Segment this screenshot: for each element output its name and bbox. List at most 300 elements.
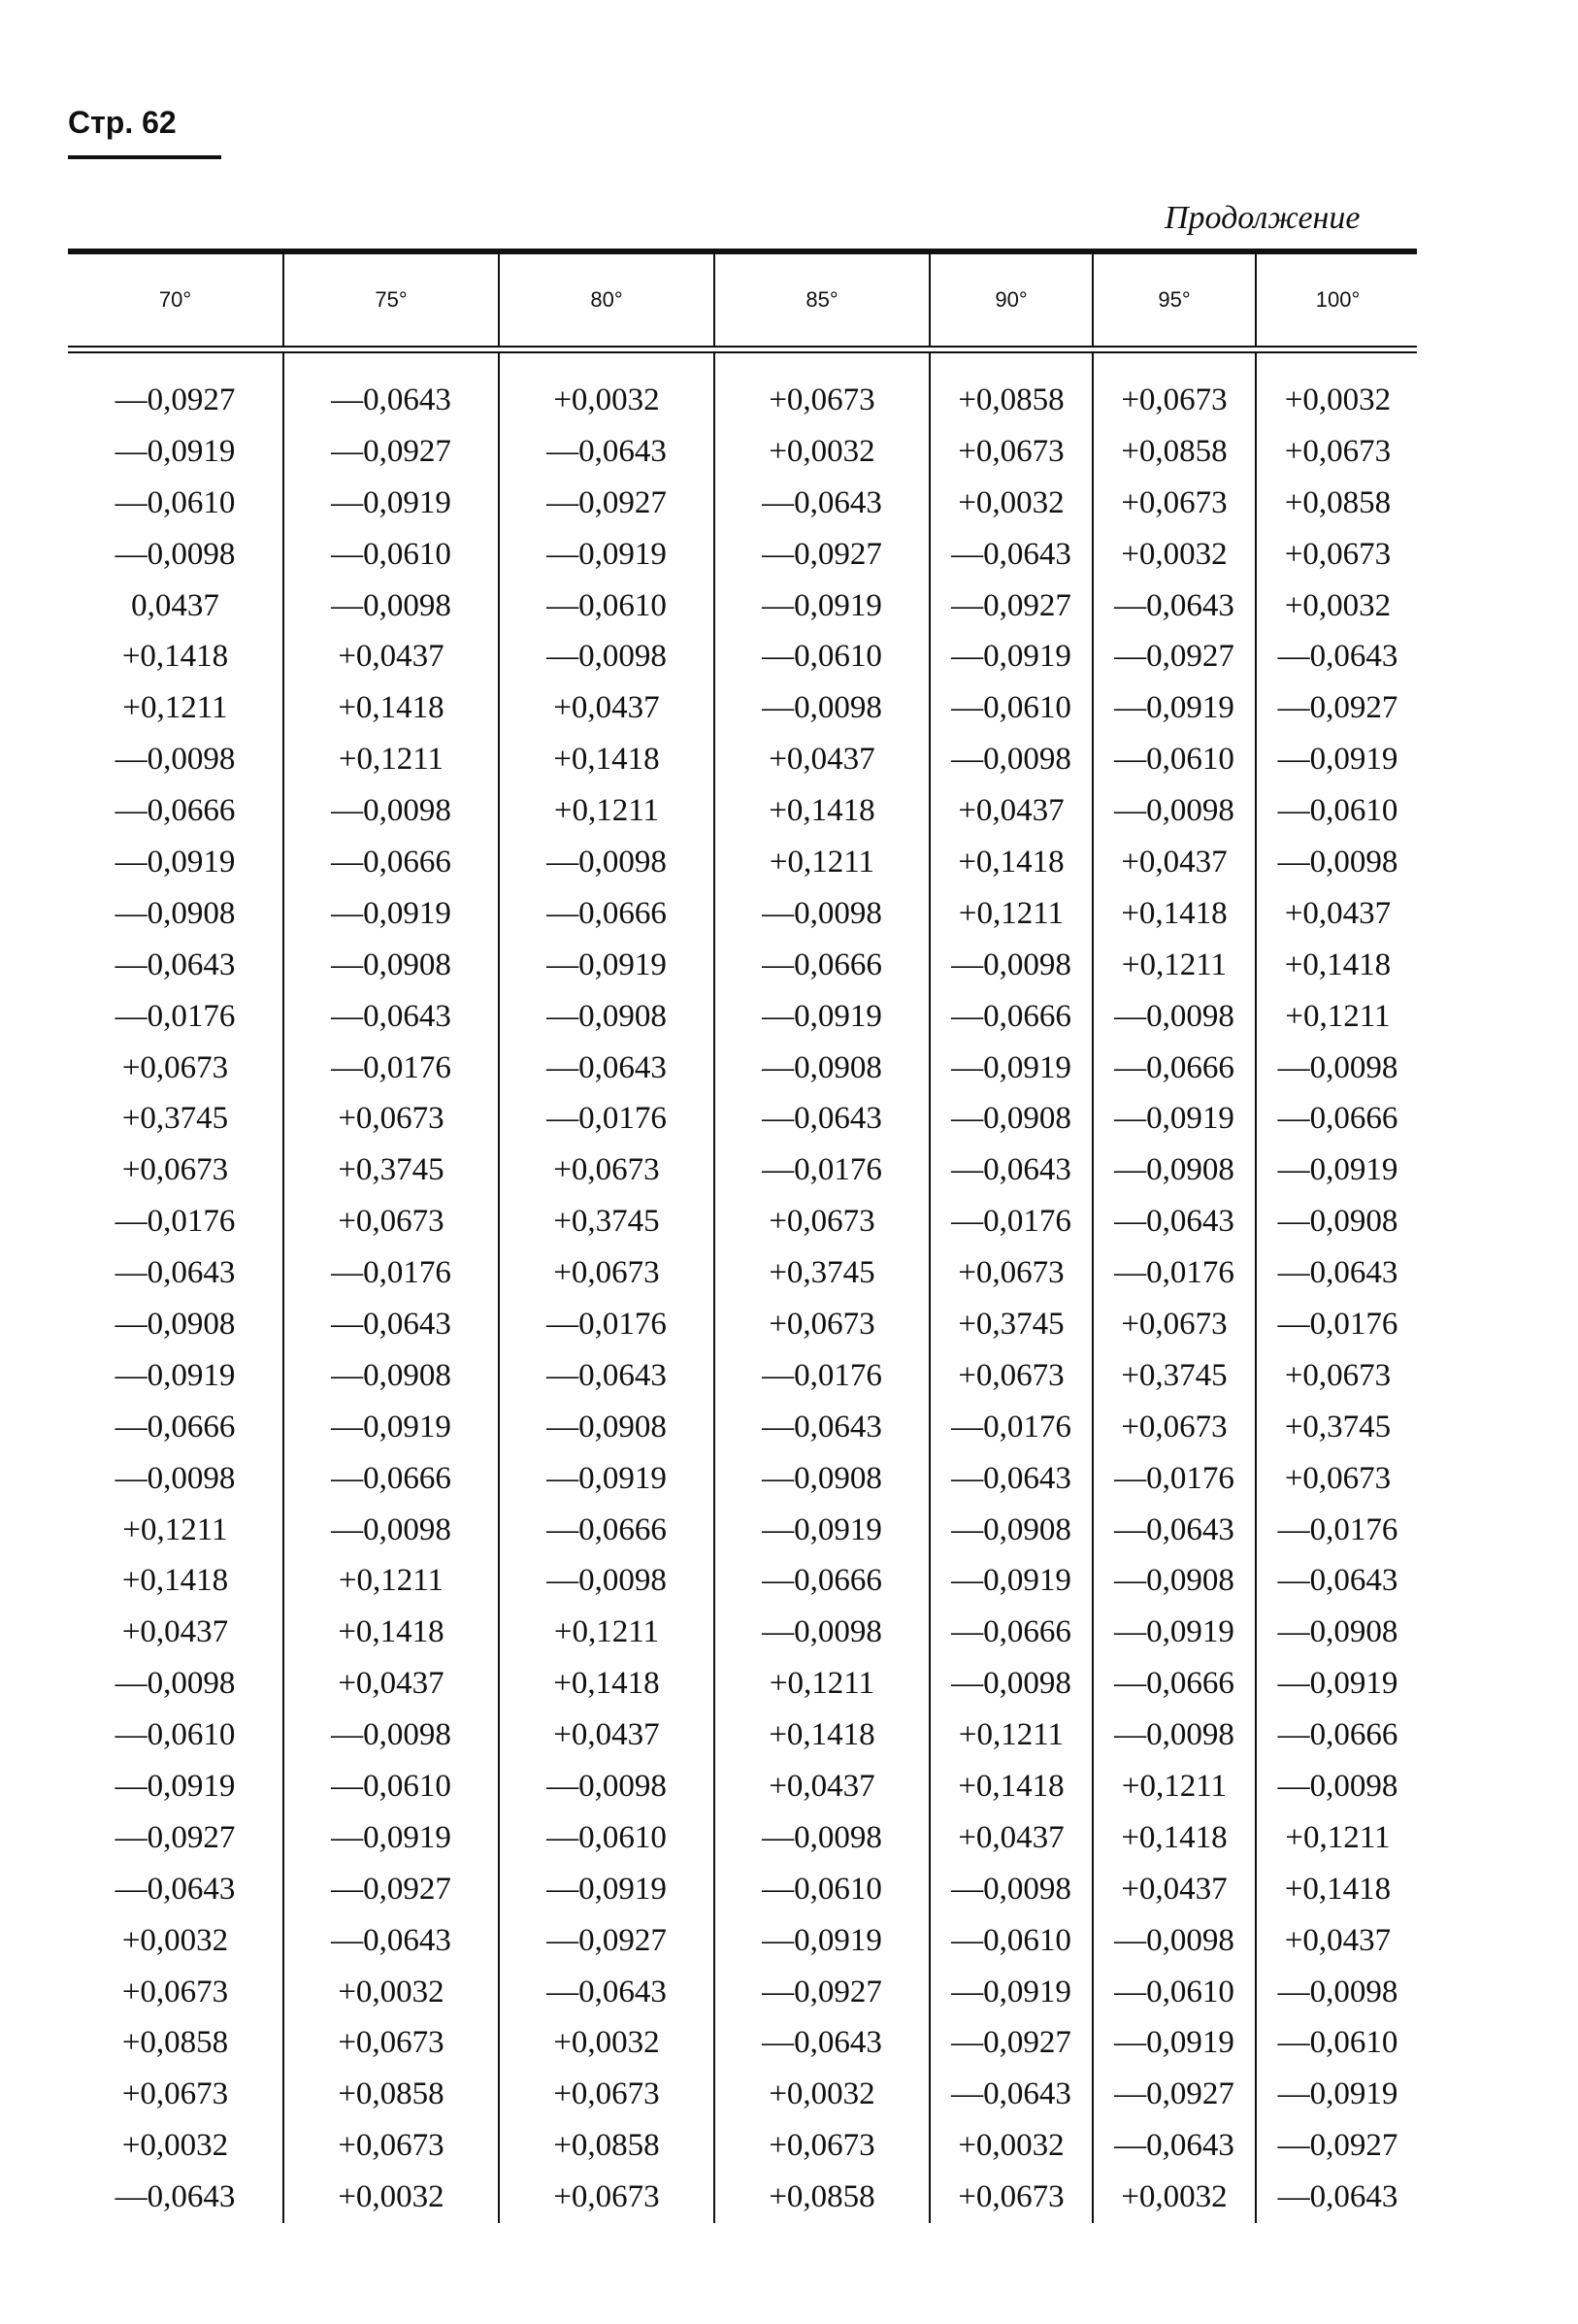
table-cell: —0,0666 <box>283 837 499 888</box>
table-cell: +0,0858 <box>121 2025 229 2061</box>
table-cell: +0,1418 <box>121 639 229 675</box>
table-cell: +0,0032 <box>499 353 714 426</box>
table-cell: +0,3745 <box>714 1247 930 1299</box>
table-cell: +0,0437 <box>121 1614 229 1650</box>
table-cell: +0,1418 <box>1093 1812 1256 1864</box>
table-cell: +0,1418 <box>499 734 714 785</box>
table-cell: +0,1418 <box>930 1761 1093 1812</box>
table-row <box>68 529 1419 581</box>
table-cell: +0,1211 <box>930 1710 1093 1761</box>
table-row <box>68 1402 1419 1453</box>
table-cell: +0,1211 <box>714 1658 930 1710</box>
table-cell: —0,0919 <box>283 1402 499 1453</box>
table-row <box>68 2069 1419 2120</box>
table-cell: +0,0032 <box>499 2018 714 2070</box>
table-cell: +0,1211 <box>283 1555 499 1607</box>
table-cell: +0,0673 <box>930 1350 1093 1402</box>
table-cell: +0,1211 <box>1256 1812 1419 1864</box>
column-header: 75° <box>283 254 499 346</box>
table-cell: +0,1418 <box>714 785 930 837</box>
table-cell: +0,0673 <box>714 1299 930 1350</box>
table-row <box>68 1145 1419 1196</box>
table-cell: +0,0437 <box>714 734 930 785</box>
table-row <box>68 353 1419 426</box>
table-cell: —0,0919 <box>499 940 714 991</box>
table-cell: —0,0919 <box>714 1915 930 1967</box>
table-cell: +0,0673 <box>499 2172 714 2223</box>
table-cell: —0,0098 <box>714 1812 930 1864</box>
table-cell: —0,0176 <box>1093 1453 1256 1505</box>
table-cell: —0,0098 <box>1093 991 1256 1043</box>
table-cell: —0,0643 <box>1093 2120 1256 2172</box>
table-row <box>68 1967 1419 2018</box>
table-cell: +0,0673 <box>1093 1402 1256 1453</box>
table-cell: —0,0927 <box>1256 2120 1419 2172</box>
table-cell: +0,0032 <box>1093 529 1256 581</box>
table-cell: —0,0919 <box>930 1967 1093 2018</box>
table-row <box>68 1812 1419 1864</box>
table-cell: +0,0858 <box>1256 478 1419 529</box>
table-cell: —0,0666 <box>115 1409 236 1444</box>
table-cell: —0,0666 <box>499 1505 714 1556</box>
table-cell: —0,0610 <box>115 484 236 520</box>
table-cell: —0,0908 <box>499 991 714 1043</box>
table-cell: +0,0858 <box>283 2069 499 2120</box>
table-cell: +0,0673 <box>1093 1299 1256 1350</box>
table-cell: +0,3745 <box>930 1299 1093 1350</box>
table-cell: —0,0098 <box>283 785 499 837</box>
table-cell: +0,0858 <box>714 2172 930 2223</box>
table-cell: —0,0919 <box>1093 682 1256 734</box>
table-cell: —0,0908 <box>115 1306 236 1342</box>
table-cell: —0,0610 <box>1093 734 1256 785</box>
table-cell: +0,0032 <box>1093 2172 1256 2223</box>
table-cell: +0,0673 <box>121 1974 229 2009</box>
table-cell: +0,0673 <box>499 2069 714 2120</box>
table-cell: —0,0176 <box>930 1402 1093 1453</box>
table-cell: —0,0919 <box>1093 1093 1256 1145</box>
table-cell: +0,3745 <box>1256 1402 1419 1453</box>
table-cell: —0,0098 <box>1256 1967 1419 2018</box>
table-cell: +0,0437 <box>499 682 714 734</box>
table-cell: +0,3745 <box>499 1196 714 1247</box>
table-cell: —0,0610 <box>283 529 499 581</box>
table-row <box>68 1093 1419 1145</box>
table-cell: —0,0176 <box>1093 1247 1256 1299</box>
table-row <box>68 734 1419 785</box>
table-cell: +0,1418 <box>121 1563 229 1599</box>
table-cell: —0,0610 <box>283 1761 499 1812</box>
table-row <box>68 1043 1419 1094</box>
table-row <box>68 837 1419 888</box>
table-cell: —0,0908 <box>930 1505 1093 1556</box>
table-row <box>68 478 1419 529</box>
table-cell: —0,0927 <box>115 382 236 417</box>
table-cell: —0,0927 <box>499 1915 714 1967</box>
table-cell: —0,0919 <box>1256 2069 1419 2120</box>
table-cell: —0,0098 <box>1256 1043 1419 1094</box>
table-cell: —0,0927 <box>283 426 499 478</box>
table-row <box>68 1299 1419 1350</box>
table-cell: —0,0927 <box>930 581 1093 632</box>
table-cell: —0,0666 <box>930 1607 1093 1658</box>
table-cell: —0,0666 <box>115 793 236 829</box>
table-cell: +0,1211 <box>499 785 714 837</box>
table-cell: —0,0643 <box>115 1255 236 1291</box>
table-cell: —0,0908 <box>283 940 499 991</box>
table-cell: —0,0643 <box>930 1145 1093 1196</box>
table-cell: —0,0098 <box>115 742 236 778</box>
table-cell: +0,0673 <box>1256 529 1419 581</box>
table-cell: —0,0908 <box>930 1093 1093 1145</box>
table-cell: +0,1418 <box>714 1710 930 1761</box>
table-cell: —0,0927 <box>499 478 714 529</box>
table-cell: —0,0098 <box>1256 1761 1419 1812</box>
table-cell: —0,0919 <box>930 1043 1093 1094</box>
table-row <box>68 1607 1419 1658</box>
table-cell: —0,0643 <box>499 1967 714 2018</box>
table-cell: —0,0176 <box>283 1247 499 1299</box>
table-row <box>68 581 1419 632</box>
table-row <box>68 1710 1419 1761</box>
table-cell: +0,0032 <box>121 1922 229 1958</box>
table-cell: +0,0673 <box>121 1049 229 1085</box>
table-cell: +0,1418 <box>1256 940 1419 991</box>
table-cell: +0,0673 <box>499 1247 714 1299</box>
table-cell: —0,0919 <box>115 1357 236 1393</box>
table-cell: —0,0643 <box>499 1043 714 1094</box>
table-cell: —0,0176 <box>1256 1505 1419 1556</box>
table-cell: —0,0643 <box>930 1453 1093 1505</box>
table-cell: —0,0919 <box>115 844 236 880</box>
table-cell: —0,0919 <box>1256 734 1419 785</box>
table-row <box>68 682 1419 734</box>
table-cell: —0,0098 <box>1093 1710 1256 1761</box>
table-cell: —0,0919 <box>499 1864 714 1915</box>
table-cell: +0,0673 <box>499 1145 714 1196</box>
table-row <box>68 2120 1419 2172</box>
table-cell: —0,0610 <box>499 581 714 632</box>
table-row <box>68 991 1419 1043</box>
table-cell: —0,0098 <box>714 1607 930 1658</box>
table-cell: —0,0927 <box>714 529 930 581</box>
table-row <box>68 1915 1419 1967</box>
table-cell: —0,0610 <box>714 1864 930 1915</box>
table-cell: +0,1418 <box>283 682 499 734</box>
table-cell: —0,0643 <box>115 946 236 982</box>
table-cell: —0,0643 <box>714 1093 930 1145</box>
table-cell: +0,0437 <box>1093 837 1256 888</box>
table-cell: +0,3745 <box>121 1101 229 1137</box>
table-cell: +0,1211 <box>1256 991 1419 1043</box>
table-cell: +0,0673 <box>283 1093 499 1145</box>
table-cell: +0,0437 <box>930 785 1093 837</box>
column-header: 90° <box>930 254 1093 346</box>
table-cell: —0,0643 <box>283 353 499 426</box>
table-cell: +0,1211 <box>714 837 930 888</box>
table-cell: —0,0908 <box>115 895 236 931</box>
table-cell: —0,0919 <box>714 991 930 1043</box>
table-cell: —0,0919 <box>714 581 930 632</box>
table-cell: —0,0610 <box>115 1717 236 1753</box>
table-cell: —0,0176 <box>1256 1299 1419 1350</box>
table-cell: —0,0098 <box>115 1666 236 1702</box>
table-cell: —0,0098 <box>930 1864 1093 1915</box>
table-body <box>68 353 1419 2223</box>
table-cell: —0,0098 <box>930 734 1093 785</box>
table-cell: —0,0176 <box>499 1299 714 1350</box>
table-row <box>68 888 1419 940</box>
table-cell: +0,0437 <box>1256 1915 1419 1967</box>
table-cell: —0,0927 <box>714 1967 930 2018</box>
table-cell: —0,0927 <box>1093 2069 1256 2120</box>
table-cell: —0,0919 <box>1093 1607 1256 1658</box>
table-cell: —0,0919 <box>283 1812 499 1864</box>
table-cell: —0,0919 <box>283 478 499 529</box>
table-cell: +0,0673 <box>283 1196 499 1247</box>
table-cell: —0,0643 <box>283 1299 499 1350</box>
table-cell: +0,1211 <box>930 888 1093 940</box>
table-cell: —0,0610 <box>1093 1967 1256 2018</box>
table-cell: +0,1418 <box>930 837 1093 888</box>
table-cell: +0,0673 <box>283 2018 499 2070</box>
table-cell: +0,0032 <box>283 2172 499 2223</box>
table-cell: —0,0666 <box>499 888 714 940</box>
table-cell: —0,0927 <box>1093 631 1256 682</box>
table-cell: +0,0437 <box>283 1658 499 1710</box>
table-cell: —0,0666 <box>1093 1658 1256 1710</box>
table-cell: +0,1211 <box>283 734 499 785</box>
table-cell: +0,0437 <box>714 1761 930 1812</box>
table-cell: —0,0176 <box>499 1093 714 1145</box>
table-row <box>68 1555 1419 1607</box>
table-cell: —0,0643 <box>714 1402 930 1453</box>
table-cell: +0,1418 <box>1256 1864 1419 1915</box>
table-cell: —0,0908 <box>283 1350 499 1402</box>
table-cell: —0,0098 <box>930 1658 1093 1710</box>
column-header: 70° <box>158 287 192 312</box>
table-cell: —0,0643 <box>283 991 499 1043</box>
table-cell: —0,0176 <box>115 1204 236 1240</box>
table-cell: +0,0673 <box>1256 426 1419 478</box>
table-cell: +0,0673 <box>121 2076 229 2112</box>
table-cell: —0,0919 <box>499 529 714 581</box>
table-cell: +0,0032 <box>283 1967 499 2018</box>
table-cell: —0,0643 <box>1256 2172 1419 2223</box>
table-cell: —0,0919 <box>115 1768 236 1804</box>
table-cell: —0,0610 <box>930 1915 1093 1967</box>
table-cell: —0,0643 <box>1093 1196 1256 1247</box>
coefficient-table <box>68 249 1417 2223</box>
table-cell: +0,0032 <box>1256 581 1419 632</box>
table-row <box>68 1196 1419 1247</box>
table-cell: +0,1418 <box>1093 888 1256 940</box>
table-cell: —0,0919 <box>930 1555 1093 1607</box>
table-cell: +0,1211 <box>499 1607 714 1658</box>
table-cell: —0,0643 <box>115 2179 236 2215</box>
table-cell: +0,0673 <box>1093 353 1256 426</box>
table-cell: —0,0908 <box>499 1402 714 1453</box>
table-cell: +0,0032 <box>930 478 1093 529</box>
table-cell: —0,0908 <box>714 1043 930 1094</box>
table-cell: +0,0673 <box>714 1196 930 1247</box>
table-cell: —0,0098 <box>499 631 714 682</box>
table-cell: +0,0437 <box>283 631 499 682</box>
table-row <box>68 1658 1419 1710</box>
table-cell: —0,0610 <box>1256 785 1419 837</box>
table-cell: —0,0176 <box>930 1196 1093 1247</box>
table-cell: —0,0927 <box>930 2018 1093 2070</box>
table-cell: —0,0666 <box>1256 1093 1419 1145</box>
table-header <box>68 254 1419 346</box>
page-number-underline <box>68 155 221 159</box>
table-row <box>68 426 1419 478</box>
table-cell: —0,0927 <box>1256 682 1419 734</box>
table-cell: +0,0437 <box>930 1812 1093 1864</box>
table-cell: +0,0673 <box>1256 1350 1419 1402</box>
table-cell: —0,0643 <box>930 2069 1093 2120</box>
table-cell: +0,0032 <box>1256 353 1419 426</box>
table-row <box>68 1453 1419 1505</box>
table-cell: +0,0673 <box>930 2172 1093 2223</box>
table-cell: +0,0673 <box>1093 478 1256 529</box>
table-cell: —0,0919 <box>115 433 236 469</box>
table-cell: —0,0610 <box>1256 2018 1419 2070</box>
table-row <box>68 1350 1419 1402</box>
table-cell: +0,3745 <box>283 1145 499 1196</box>
table-cell: +0,0673 <box>714 353 930 426</box>
table-cell: +0,0673 <box>930 1247 1093 1299</box>
table-cell: —0,0098 <box>1256 837 1419 888</box>
table-cell: +0,0032 <box>714 2069 930 2120</box>
table-cell: —0,0098 <box>115 1460 236 1496</box>
table-cell: —0,0098 <box>499 837 714 888</box>
table-cell: +0,0437 <box>1256 888 1419 940</box>
table-cell: —0,0919 <box>499 1453 714 1505</box>
table-row <box>68 940 1419 991</box>
table-cell: +0,1418 <box>283 1607 499 1658</box>
table-row <box>68 2018 1419 2070</box>
table-row <box>68 631 1419 682</box>
table-cell: +0,1211 <box>1093 1761 1256 1812</box>
column-header: 80° <box>499 254 714 346</box>
table-cell: —0,0908 <box>714 1453 930 1505</box>
table-cell: +0,0673 <box>283 2120 499 2172</box>
table-cell: —0,0666 <box>1256 1710 1419 1761</box>
table-cell: —0,0666 <box>714 940 930 991</box>
table-cell: —0,0643 <box>499 426 714 478</box>
table-cell: —0,0098 <box>499 1555 714 1607</box>
table-cell: —0,0610 <box>714 631 930 682</box>
table-cell: —0,0919 <box>930 631 1093 682</box>
table-cell: —0,0908 <box>1093 1555 1256 1607</box>
column-header: 95° <box>1093 254 1256 346</box>
table-cell: —0,0610 <box>930 682 1093 734</box>
header-bottom-rule <box>68 346 1417 348</box>
table-cell: —0,0176 <box>714 1145 930 1196</box>
table-cell: +0,0032 <box>714 426 930 478</box>
table-cell: —0,0919 <box>714 1505 930 1556</box>
page-number: Стр. 62 <box>68 105 177 140</box>
table-cell: +0,0858 <box>499 2120 714 2172</box>
column-header: 100° <box>1256 254 1419 346</box>
table-cell: +0,1211 <box>1093 940 1256 991</box>
table-cell: —0,0919 <box>1256 1145 1419 1196</box>
column-header: 85° <box>714 254 930 346</box>
table-cell: —0,0176 <box>115 998 236 1034</box>
table-cell: —0,0098 <box>930 940 1093 991</box>
table-cell: —0,0643 <box>283 1915 499 1967</box>
table-cell: —0,0098 <box>499 1761 714 1812</box>
table-cell: +0,0858 <box>930 353 1093 426</box>
table-cell: +0,3745 <box>1093 1350 1256 1402</box>
table-cell: +0,1211 <box>122 1511 228 1547</box>
table-cell: —0,0643 <box>1256 631 1419 682</box>
table-cell: —0,0919 <box>283 888 499 940</box>
table-cell: —0,0666 <box>714 1555 930 1607</box>
table-cell: —0,0666 <box>930 991 1093 1043</box>
table-cell: —0,0643 <box>1256 1247 1419 1299</box>
table-cell: —0,0643 <box>1256 1555 1419 1607</box>
table-cell: +0,0032 <box>930 2120 1093 2172</box>
table-cell: —0,0643 <box>1093 581 1256 632</box>
continuation-label: Продолжение <box>1165 200 1361 236</box>
table-cell: +0,0437 <box>499 1710 714 1761</box>
table-cell: +0,0032 <box>121 2128 229 2164</box>
table-cell: —0,0666 <box>283 1453 499 1505</box>
table-cell: —0,0098 <box>714 888 930 940</box>
table-cell: +0,0437 <box>1093 1864 1256 1915</box>
table-cell: —0,0908 <box>1256 1196 1419 1247</box>
table-cell: —0,0919 <box>1256 1658 1419 1710</box>
table-cell: —0,0098 <box>1093 1915 1256 1967</box>
table-cell: —0,0098 <box>1093 785 1256 837</box>
table-cell: —0,0098 <box>283 1710 499 1761</box>
table-cell: +0,0673 <box>1256 1453 1419 1505</box>
table-row <box>68 1761 1419 1812</box>
table-cell: —0,0610 <box>499 1812 714 1864</box>
table-row <box>68 2172 1419 2223</box>
table-cell: —0,0176 <box>714 1350 930 1402</box>
table-cell: —0,0176 <box>283 1043 499 1094</box>
table-cell: —0,0908 <box>1093 1145 1256 1196</box>
table-cell: —0,0098 <box>115 536 236 572</box>
table-cell: —0,0643 <box>930 529 1093 581</box>
table-cell: 0,0437 <box>131 587 219 623</box>
table-cell: —0,0098 <box>714 682 930 734</box>
table-cell: —0,0643 <box>115 1871 236 1907</box>
table-row <box>68 1505 1419 1556</box>
table-cell: —0,0927 <box>283 1864 499 1915</box>
table-cell: +0,0673 <box>714 2120 930 2172</box>
table-cell: —0,0643 <box>499 1350 714 1402</box>
table-cell: +0,0673 <box>121 1152 229 1188</box>
table-cell: —0,0643 <box>1093 1505 1256 1556</box>
table-cell: —0,0919 <box>1093 2018 1256 2070</box>
table-cell: —0,0908 <box>1256 1607 1419 1658</box>
table-cell: —0,0666 <box>1093 1043 1256 1094</box>
table-cell: —0,0643 <box>714 478 930 529</box>
table-row <box>68 1247 1419 1299</box>
table-row <box>68 1864 1419 1915</box>
table-cell: +0,1211 <box>122 690 228 726</box>
header-row <box>68 254 1419 346</box>
table-cell: —0,0643 <box>714 2018 930 2070</box>
table-cell: —0,0098 <box>283 1505 499 1556</box>
table-cell: —0,0927 <box>115 1819 236 1855</box>
table-cell: +0,1418 <box>499 1658 714 1710</box>
table-cell: +0,0673 <box>930 426 1093 478</box>
